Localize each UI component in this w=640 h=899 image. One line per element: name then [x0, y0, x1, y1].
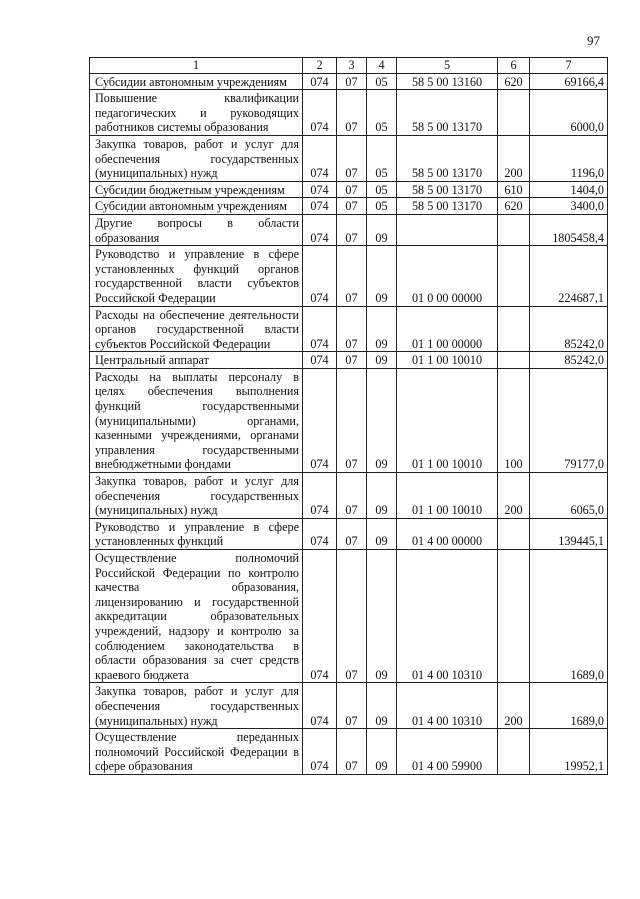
- row-description: Другие вопросы в области образования: [90, 214, 303, 245]
- row-admin-code: 074: [303, 550, 337, 683]
- row-expense-type-code: 620: [498, 73, 530, 90]
- row-admin-code: 074: [303, 306, 337, 352]
- row-description: Расходы на выплаты персоналу в целях обеспечения выполнения функций государственными (муниципальными) органами, казенными учреждениями, органами управления государственными внебюджетными фондами: [90, 368, 303, 472]
- table-row: [90, 198, 608, 215]
- row-subsection-code: 09: [367, 729, 397, 775]
- row-description: Расходы на обеспечение деятельности органов государственной власти субъектов Российской Федерации: [90, 306, 303, 352]
- row-expense-type-code: 200: [498, 683, 530, 729]
- table-row: [90, 214, 608, 245]
- row-subsection-code: 05: [367, 90, 397, 136]
- table-body: [90, 73, 608, 774]
- row-description: Центральный аппарат: [90, 352, 303, 369]
- row-amount: 6065,0: [530, 473, 608, 519]
- header-col-7: 7: [530, 58, 608, 74]
- row-expense-type-code: 100: [498, 368, 530, 472]
- budget-table: [89, 57, 608, 775]
- header-col-5: 5: [397, 58, 498, 74]
- row-section-code: 07: [337, 73, 367, 90]
- row-expense-type-code: [498, 729, 530, 775]
- row-section-code: 07: [337, 214, 367, 245]
- row-description: Руководство и управление в сфере установленных функций органов государственной власти субъектов Российской Федерации: [90, 246, 303, 306]
- row-description: Руководство и управление в сфере установленных функций: [90, 518, 303, 549]
- row-subsection-code: 05: [367, 135, 397, 181]
- row-description: Закупка товаров, работ и услуг для обеспечения государственных (муниципальных) нужд: [90, 683, 303, 729]
- table-row: [90, 352, 608, 369]
- header-col-1: 1: [90, 58, 303, 74]
- row-section-code: 07: [337, 90, 367, 136]
- row-description: Осуществление полномочий Российской Федерации по контролю качества образования, лицензированию и государственной аккредитации образовательных учреждений, надзору и контролю за соблюдением законодательства в области образования за счет средств краевого бюджета: [90, 550, 303, 683]
- row-section-code: 07: [337, 181, 367, 198]
- row-subsection-code: 05: [367, 181, 397, 198]
- row-subsection-code: 05: [367, 198, 397, 215]
- row-section-code: 07: [337, 518, 367, 549]
- row-admin-code: 074: [303, 198, 337, 215]
- row-section-code: 07: [337, 729, 367, 775]
- row-section-code: 07: [337, 135, 367, 181]
- table-row: [90, 550, 608, 683]
- row-admin-code: 074: [303, 729, 337, 775]
- row-admin-code: 074: [303, 135, 337, 181]
- row-description: Закупка товаров, работ и услуг для обеспечения государственных (муниципальных) нужд: [90, 473, 303, 519]
- row-section-code: 07: [337, 198, 367, 215]
- row-subsection-code: 09: [367, 306, 397, 352]
- row-amount: 69166,4: [530, 73, 608, 90]
- row-section-code: 07: [337, 550, 367, 683]
- row-section-code: 07: [337, 352, 367, 369]
- header-col-2: 2: [303, 58, 337, 74]
- row-expense-type-code: [498, 518, 530, 549]
- row-subsection-code: 09: [367, 518, 397, 549]
- row-subsection-code: 09: [367, 352, 397, 369]
- row-amount: 1689,0: [530, 683, 608, 729]
- row-amount: 3400,0: [530, 198, 608, 215]
- row-amount: 6000,0: [530, 90, 608, 136]
- row-admin-code: 074: [303, 214, 337, 245]
- row-admin-code: 074: [303, 368, 337, 472]
- row-target-article-code: 58 5 00 13170: [397, 90, 498, 136]
- row-admin-code: 074: [303, 352, 337, 369]
- row-target-article-code: 01 1 00 10010: [397, 352, 498, 369]
- row-subsection-code: 09: [367, 368, 397, 472]
- row-admin-code: 074: [303, 181, 337, 198]
- row-expense-type-code: [498, 352, 530, 369]
- row-expense-type-code: 200: [498, 473, 530, 519]
- row-admin-code: 074: [303, 683, 337, 729]
- row-subsection-code: 09: [367, 683, 397, 729]
- row-description: Субсидии автономным учреждениям: [90, 198, 303, 215]
- row-section-code: 07: [337, 246, 367, 306]
- row-subsection-code: 05: [367, 73, 397, 90]
- row-amount: 1404,0: [530, 181, 608, 198]
- table-row: [90, 90, 608, 136]
- row-subsection-code: 09: [367, 246, 397, 306]
- row-amount: 1196,0: [530, 135, 608, 181]
- table-row: [90, 246, 608, 306]
- table-row: [90, 729, 608, 775]
- header-row: [90, 58, 608, 74]
- row-expense-type-code: 610: [498, 181, 530, 198]
- row-section-code: 07: [337, 306, 367, 352]
- row-description: Субсидии бюджетным учреждениям: [90, 181, 303, 198]
- row-expense-type-code: [498, 550, 530, 683]
- row-amount: 79177,0: [530, 368, 608, 472]
- row-admin-code: 074: [303, 518, 337, 549]
- table-row: [90, 473, 608, 519]
- row-amount: 85242,0: [530, 306, 608, 352]
- table-row: [90, 683, 608, 729]
- row-amount: 1689,0: [530, 550, 608, 683]
- row-target-article-code: 01 1 00 10010: [397, 368, 498, 472]
- row-target-article-code: 58 5 00 13170: [397, 135, 498, 181]
- row-amount: 85242,0: [530, 352, 608, 369]
- row-target-article-code: 01 4 00 10310: [397, 683, 498, 729]
- row-expense-type-code: [498, 90, 530, 136]
- row-admin-code: 074: [303, 90, 337, 136]
- row-target-article-code: 58 5 00 13160: [397, 73, 498, 90]
- header-col-6: 6: [498, 58, 530, 74]
- table-row: [90, 306, 608, 352]
- row-expense-type-code: [498, 214, 530, 245]
- row-target-article-code: 01 1 00 00000: [397, 306, 498, 352]
- row-amount: 224687,1: [530, 246, 608, 306]
- row-target-article-code: 01 0 00 00000: [397, 246, 498, 306]
- row-admin-code: 074: [303, 473, 337, 519]
- row-target-article-code: 58 5 00 13170: [397, 198, 498, 215]
- row-expense-type-code: [498, 306, 530, 352]
- row-target-article-code: 01 1 00 10010: [397, 473, 498, 519]
- row-description: Повышение квалификации педагогических и руководящих работников системы образования: [90, 90, 303, 136]
- row-target-article-code: 01 4 00 59900: [397, 729, 498, 775]
- row-target-article-code: 01 4 00 00000: [397, 518, 498, 549]
- row-section-code: 07: [337, 368, 367, 472]
- row-expense-type-code: 620: [498, 198, 530, 215]
- row-target-article-code: 01 4 00 10310: [397, 550, 498, 683]
- row-target-article-code: [397, 214, 498, 245]
- row-amount: 19952,1: [530, 729, 608, 775]
- table-row: [90, 181, 608, 198]
- row-description: Осуществление переданных полномочий Российской Федерации в сфере образования: [90, 729, 303, 775]
- row-amount: 139445,1: [530, 518, 608, 549]
- row-subsection-code: 09: [367, 473, 397, 519]
- header-col-3: 3: [337, 58, 367, 74]
- row-admin-code: 074: [303, 73, 337, 90]
- table-row: [90, 73, 608, 90]
- row-amount: 1805458,4: [530, 214, 608, 245]
- row-expense-type-code: 200: [498, 135, 530, 181]
- table-row: [90, 135, 608, 181]
- row-description: Субсидии автономным учреждениям: [90, 73, 303, 90]
- row-section-code: 07: [337, 683, 367, 729]
- row-description: Закупка товаров, работ и услуг для обеспечения государственных (муниципальных) нужд: [90, 135, 303, 181]
- table-row: [90, 368, 608, 472]
- table-row: [90, 518, 608, 549]
- row-subsection-code: 09: [367, 214, 397, 245]
- header-col-4: 4: [367, 58, 397, 74]
- page-number: 97: [587, 33, 600, 48]
- row-target-article-code: 58 5 00 13170: [397, 181, 498, 198]
- row-expense-type-code: [498, 246, 530, 306]
- row-section-code: 07: [337, 473, 367, 519]
- row-subsection-code: 09: [367, 550, 397, 683]
- row-admin-code: 074: [303, 246, 337, 306]
